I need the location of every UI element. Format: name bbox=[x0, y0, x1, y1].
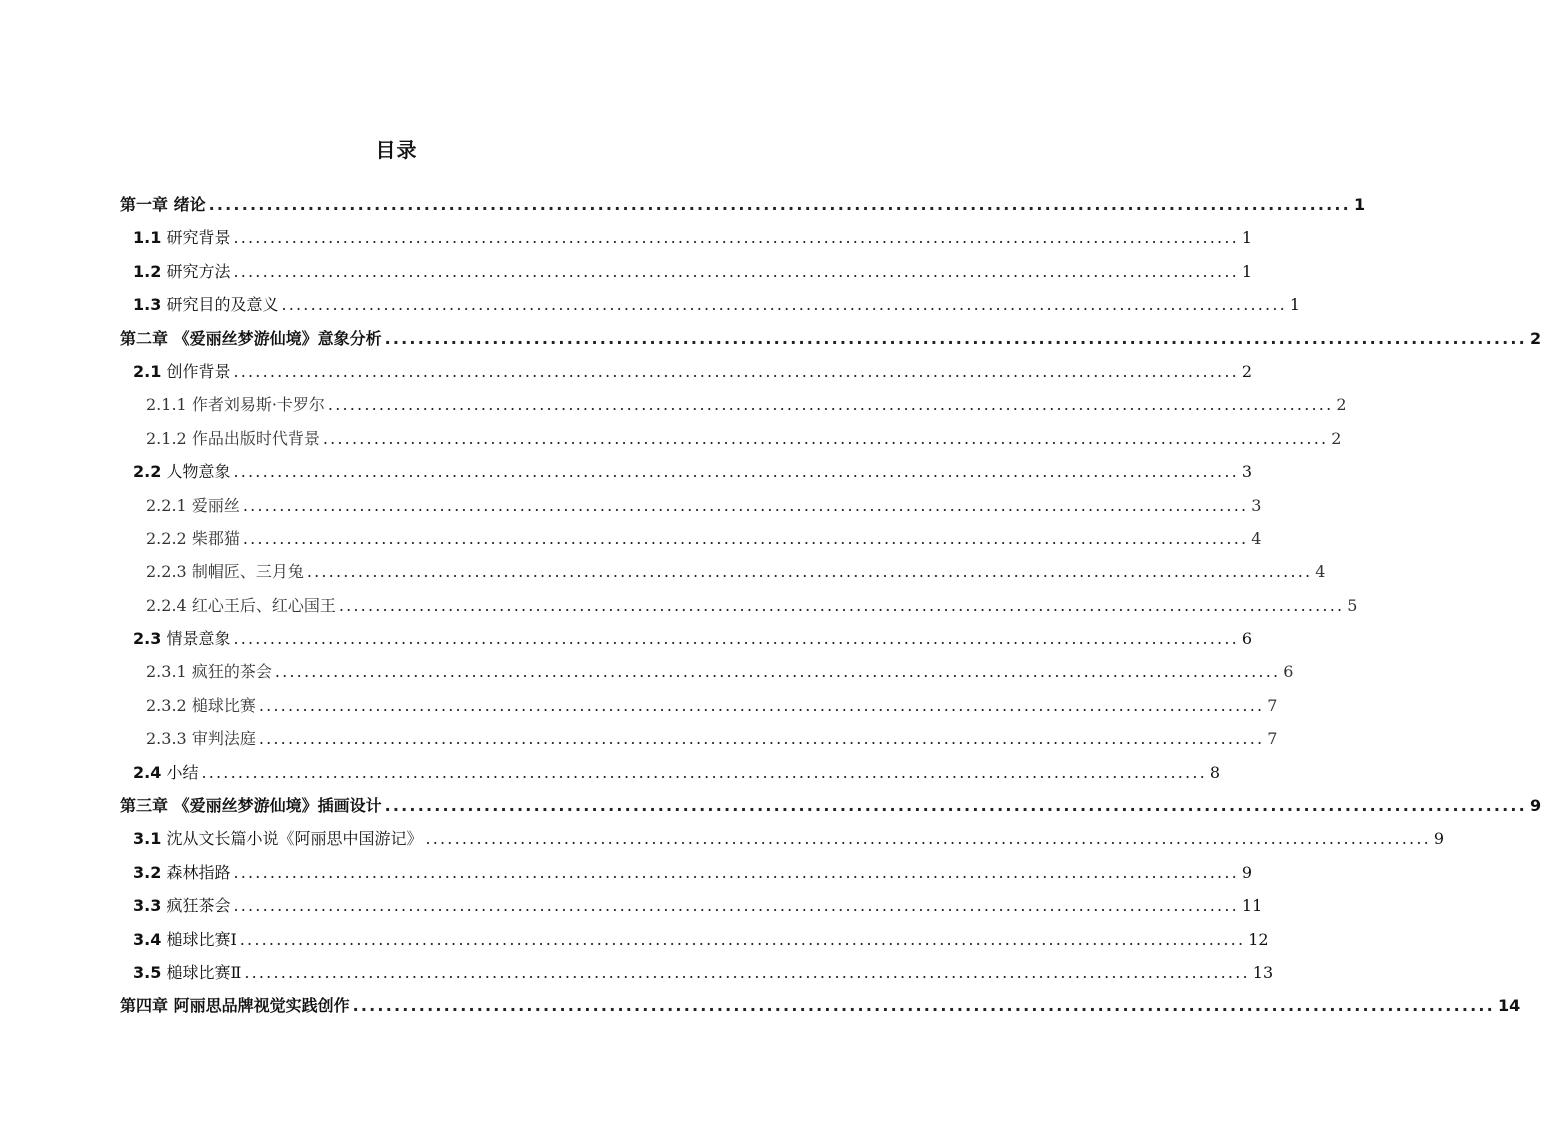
toc-entry-label bbox=[146, 589, 336, 622]
toc-entry-label bbox=[133, 923, 237, 956]
toc-entry-label bbox=[120, 789, 382, 822]
toc-entry-page: 7 bbox=[1267, 729, 1278, 749]
page-title: 目录 bbox=[375, 138, 418, 162]
toc-entry-page: 9 bbox=[1529, 796, 1541, 816]
toc-entry-title: 槌球比赛Ⅰ bbox=[166, 929, 237, 949]
toc-entry-title: 第三章 《爱丽丝梦游仙境》插画设计 bbox=[120, 796, 382, 816]
dot-leader: .......................................................................................................................................... bbox=[233, 629, 1239, 649]
toc-entry-number: 2.2.1 bbox=[146, 495, 187, 515]
toc-entry-label bbox=[120, 989, 350, 1022]
toc-entry-title: 森林指路 bbox=[166, 862, 231, 882]
toc-entry-number: 2.2 bbox=[133, 462, 162, 482]
toc-entry-label bbox=[133, 221, 230, 254]
toc-entry-page: 1 bbox=[1241, 261, 1253, 281]
toc-entry-title: 情景意象 bbox=[166, 629, 231, 649]
toc-entry[interactable] bbox=[120, 856, 1253, 889]
toc-entry-label bbox=[146, 388, 325, 421]
toc-entry-label bbox=[133, 255, 230, 288]
toc-entry-title: 研究目的及意义 bbox=[166, 295, 279, 315]
toc-entry-page: 14 bbox=[1497, 996, 1521, 1016]
toc-entry-page: 6 bbox=[1241, 629, 1253, 649]
toc-entry[interactable] bbox=[120, 789, 1541, 822]
toc-entry-title: 槌球比赛 bbox=[191, 695, 256, 715]
toc-entry-title: 第四章 阿丽思品牌视觉实践创作 bbox=[120, 996, 350, 1016]
toc-entry-page: 9 bbox=[1241, 862, 1253, 882]
toc-entry-number: 3.1 bbox=[133, 829, 162, 849]
toc-entry-page: 4 bbox=[1315, 562, 1326, 582]
toc-entry-page: 5 bbox=[1347, 595, 1358, 615]
toc-entry-label bbox=[133, 956, 241, 989]
toc-entry-title: 疯狂茶会 bbox=[166, 896, 231, 916]
toc-entry-page: 4 bbox=[1251, 528, 1262, 548]
toc-entry[interactable] bbox=[120, 288, 1301, 321]
dot-leader: .......................................................................................................................................... bbox=[258, 729, 1265, 749]
toc-entry[interactable] bbox=[120, 722, 1278, 755]
toc-entry[interactable] bbox=[120, 822, 1445, 855]
toc-entry-label bbox=[133, 355, 230, 388]
toc-entry-label bbox=[133, 756, 198, 789]
toc-entry[interactable] bbox=[120, 188, 1366, 221]
toc-entry-page: 12 bbox=[1248, 929, 1269, 949]
toc-entry-label bbox=[133, 822, 422, 855]
toc-entry-page: 11 bbox=[1241, 896, 1263, 916]
toc-entry-title: 人物意象 bbox=[166, 462, 231, 482]
dot-leader: .......................................................................................................................................... bbox=[233, 896, 1239, 916]
toc-entry-title: 红心王后、红心国王 bbox=[191, 595, 336, 615]
toc-entry-page: 7 bbox=[1267, 695, 1278, 715]
toc-entry[interactable] bbox=[120, 622, 1253, 655]
toc-entry-label bbox=[146, 489, 240, 522]
toc-entry[interactable] bbox=[120, 489, 1262, 522]
dot-leader: .......................................................................................................................................... bbox=[425, 829, 1431, 849]
toc-entry[interactable] bbox=[120, 689, 1278, 722]
toc-entry-title: 爱丽丝 bbox=[191, 495, 240, 515]
toc-entry[interactable] bbox=[120, 555, 1326, 588]
toc-entry-title: 研究方法 bbox=[166, 261, 231, 281]
toc-entry[interactable] bbox=[120, 756, 1221, 789]
toc-entry-number: 2.4 bbox=[133, 762, 162, 782]
toc-entry-label bbox=[146, 522, 240, 555]
toc-entry-title: 疯狂的茶会 bbox=[191, 662, 272, 682]
dot-leader: .......................................................................................................................................... bbox=[281, 295, 1287, 315]
toc-entry-number: 2.2.3 bbox=[146, 562, 187, 582]
toc-entry-number: 3.3 bbox=[133, 896, 162, 916]
toc-entry[interactable] bbox=[120, 589, 1358, 622]
toc-entry-title: 创作背景 bbox=[166, 361, 231, 381]
toc-entry-number: 3.5 bbox=[133, 962, 162, 982]
toc-entry[interactable] bbox=[120, 221, 1253, 254]
toc-entry[interactable] bbox=[120, 655, 1294, 688]
toc-entry-title: 柴郡猫 bbox=[191, 528, 240, 548]
toc-entry-label bbox=[146, 555, 304, 588]
dot-leader: .......................................................................................................................................... bbox=[322, 428, 1329, 448]
toc-entry-label bbox=[133, 455, 230, 488]
toc-entry-title: 第一章 绪论 bbox=[120, 195, 206, 214]
toc-entry-page: 6 bbox=[1283, 662, 1294, 682]
toc-entry-label bbox=[120, 322, 382, 355]
dot-leader: .......................................................................................................................................... bbox=[233, 261, 1239, 281]
toc-entry[interactable] bbox=[120, 455, 1253, 488]
dot-leader: .......................................................................................................................................... bbox=[384, 328, 1527, 348]
toc-entry[interactable] bbox=[120, 989, 1521, 1022]
toc-entry-label bbox=[133, 288, 278, 321]
toc-entry-title: 沈从文长篇小说《阿丽思中国游记》 bbox=[166, 829, 423, 849]
toc-entry-title: 作者刘易斯·卡罗尔 bbox=[191, 395, 325, 415]
toc-entry[interactable] bbox=[120, 322, 1541, 355]
dot-leader: .......................................................................................................................................... bbox=[233, 462, 1239, 482]
toc-entry[interactable] bbox=[120, 522, 1262, 555]
dot-leader: .......................................................................................................................................... bbox=[239, 929, 1246, 949]
toc-entry-number: 1.2 bbox=[133, 261, 162, 281]
dot-leader: .......................................................................................................................................... bbox=[233, 361, 1239, 381]
toc-entry-number: 2.2.4 bbox=[146, 595, 187, 615]
toc-entry-number: 3.2 bbox=[133, 862, 162, 882]
toc-entry-page: 8 bbox=[1209, 762, 1221, 782]
toc-entry[interactable] bbox=[120, 255, 1253, 288]
toc-entry-title: 槌球比赛Ⅱ bbox=[166, 962, 242, 982]
dot-leader: .......................................................................................................................................... bbox=[274, 662, 1281, 682]
toc-entry-page: 2 bbox=[1336, 395, 1347, 415]
toc-entry-title: 第二章 《爱丽丝梦游仙境》意象分析 bbox=[120, 328, 382, 348]
toc-entry-label bbox=[146, 655, 272, 688]
toc-entry[interactable] bbox=[120, 923, 1269, 956]
toc-entry-title: 审判法庭 bbox=[191, 729, 256, 749]
toc-entry-page: 13 bbox=[1252, 962, 1274, 982]
toc-entry-label bbox=[146, 422, 320, 455]
toc-entry-number: 2.1.2 bbox=[146, 428, 187, 448]
toc-entry-number: 1.3 bbox=[133, 295, 162, 315]
toc-entry-number: 2.1 bbox=[133, 361, 162, 381]
toc-entry-label bbox=[120, 188, 206, 221]
toc-entry[interactable] bbox=[120, 956, 1274, 989]
toc-entry-page: 2 bbox=[1529, 328, 1541, 348]
toc-entry-page: 3 bbox=[1251, 495, 1262, 515]
toc-entry-number: 2.3.1 bbox=[146, 662, 187, 682]
toc-entry-number: 2.3.2 bbox=[146, 695, 187, 715]
toc-entry-number: 2.3.3 bbox=[146, 729, 187, 749]
toc-entry-label bbox=[133, 889, 230, 922]
dot-leader: .......................................................................................................................................... bbox=[338, 595, 1345, 615]
dot-leader: .......................................................................................................................................... bbox=[242, 495, 1249, 515]
dot-leader: .......................................................................................................................................... bbox=[327, 395, 1334, 415]
toc-entry-page: 9 bbox=[1433, 829, 1445, 849]
toc-entry[interactable] bbox=[120, 388, 1347, 421]
toc-entry-label bbox=[146, 722, 256, 755]
toc-entry-page: 1 bbox=[1353, 195, 1366, 214]
toc-entry-page: 3 bbox=[1241, 462, 1253, 482]
toc-entry-page: 1 bbox=[1289, 295, 1301, 315]
dot-leader: .......................................................................................................................................... bbox=[233, 228, 1239, 248]
dot-leader: .......................................................................................................................................... bbox=[258, 695, 1265, 715]
toc-entry-page: 2 bbox=[1331, 428, 1342, 448]
dot-leader: .......................................................................................................................................... bbox=[242, 528, 1249, 548]
toc-entry[interactable] bbox=[120, 889, 1263, 922]
toc-entry-title: 作品出版时代背景 bbox=[191, 428, 320, 448]
toc-entry-number: 2.3 bbox=[133, 629, 162, 649]
toc-entry-title: 研究背景 bbox=[166, 228, 231, 248]
dot-leader: .......................................................................................................................................... bbox=[384, 796, 1527, 816]
toc-entry[interactable] bbox=[120, 355, 1253, 388]
toc-entry-number: 2.1.1 bbox=[146, 395, 187, 415]
toc-entry-label bbox=[146, 689, 256, 722]
toc-entry-label bbox=[133, 856, 230, 889]
dot-leader: .......................................................................................................................................... bbox=[244, 962, 1250, 982]
toc-entry-number: 2.2.2 bbox=[146, 528, 187, 548]
table-of-contents bbox=[120, 188, 1541, 1023]
toc-entry-number: 1.1 bbox=[133, 228, 162, 248]
toc-entry-number: 3.4 bbox=[133, 929, 162, 949]
dot-leader: .......................................................................................................................................... bbox=[306, 562, 1313, 582]
dot-leader: .......................................................................................................................................... bbox=[233, 862, 1239, 882]
toc-entry-page: 2 bbox=[1241, 361, 1253, 381]
toc-entry[interactable] bbox=[120, 422, 1342, 455]
dot-leader: .......................................................................................................................................... bbox=[208, 195, 1351, 214]
dot-leader: .......................................................................................................................................... bbox=[352, 996, 1495, 1016]
toc-entry-label bbox=[133, 622, 230, 655]
toc-entry-title: 小结 bbox=[166, 762, 199, 782]
dot-leader: .......................................................................................................................................... bbox=[201, 762, 1207, 782]
toc-entry-page: 1 bbox=[1241, 228, 1253, 248]
toc-entry-title: 制帽匠、三月兔 bbox=[191, 562, 304, 582]
